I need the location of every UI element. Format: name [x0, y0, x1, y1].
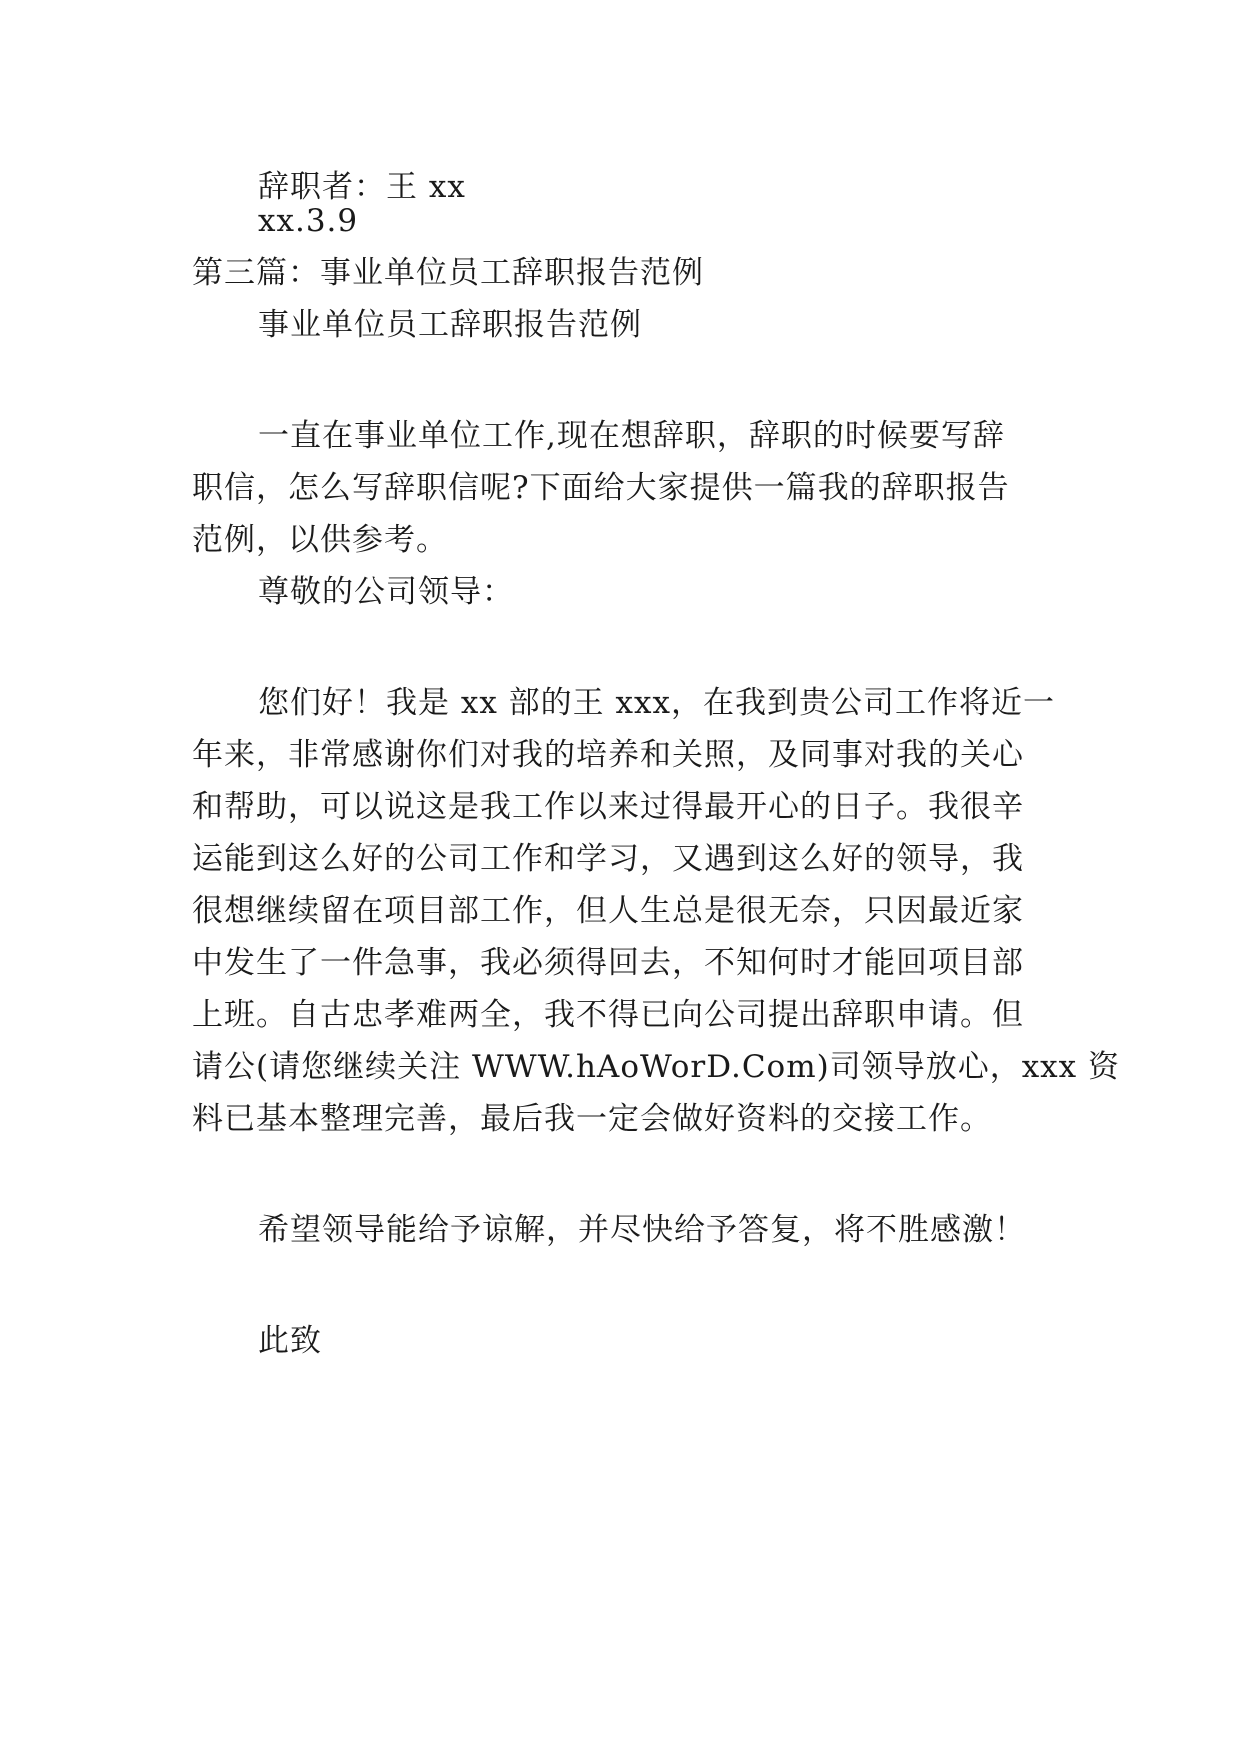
body-line: 和帮助，可以说这是我工作以来过得最开心的日子。我很辛 [192, 789, 1024, 825]
body-line: 年来，非常感谢你们对我的培养和关照，及同事对我的关心 [192, 737, 1024, 773]
intro-line: 一直在事业单位工作,现在想辞职，辞职的时候要写辞 [258, 418, 1005, 454]
body-line: 运能到这么好的公司工作和学习，又遇到这么好的领导，我 [192, 841, 1024, 877]
body-line: 您们好！我是 xx 部的王 xxx，在我到贵公司工作将近一 [258, 685, 1055, 721]
closing: 此致 [258, 1323, 322, 1359]
body-line: 请公(请您继续关注 WWW.hAoWorD.Com)司领导放心，xxx 资 [192, 1049, 1121, 1085]
body-line: 料已基本整理完善，最后我一定会做好资料的交接工作。 [192, 1101, 992, 1137]
body-line: 很想继续留在项目部工作，但人生总是很无奈，只因最近家 [192, 893, 1024, 929]
body-line: 中发生了一件急事，我必须得回去，不知何时才能回项目部 [192, 945, 1024, 981]
body-line: 上班。自古忠孝难两全，我不得已向公司提出辞职申请。但 [192, 997, 1024, 1033]
date-line: xx.3.9 [258, 203, 359, 239]
intro-line: 范例，以供参考。 [192, 522, 448, 558]
section-heading: 第三篇：事业单位员工辞职报告范例 [192, 255, 704, 291]
article-title: 事业单位员工辞职报告范例 [258, 307, 642, 343]
signature-line: 辞职者：王 xx [258, 169, 466, 205]
closing-request: 希望领导能给予谅解，并尽快给予答复，将不胜感激！ [258, 1212, 1026, 1248]
salutation: 尊敬的公司领导： [258, 574, 514, 610]
intro-line: 职信，怎么写辞职信呢?下面给大家提供一篇我的辞职报告 [192, 470, 1010, 506]
